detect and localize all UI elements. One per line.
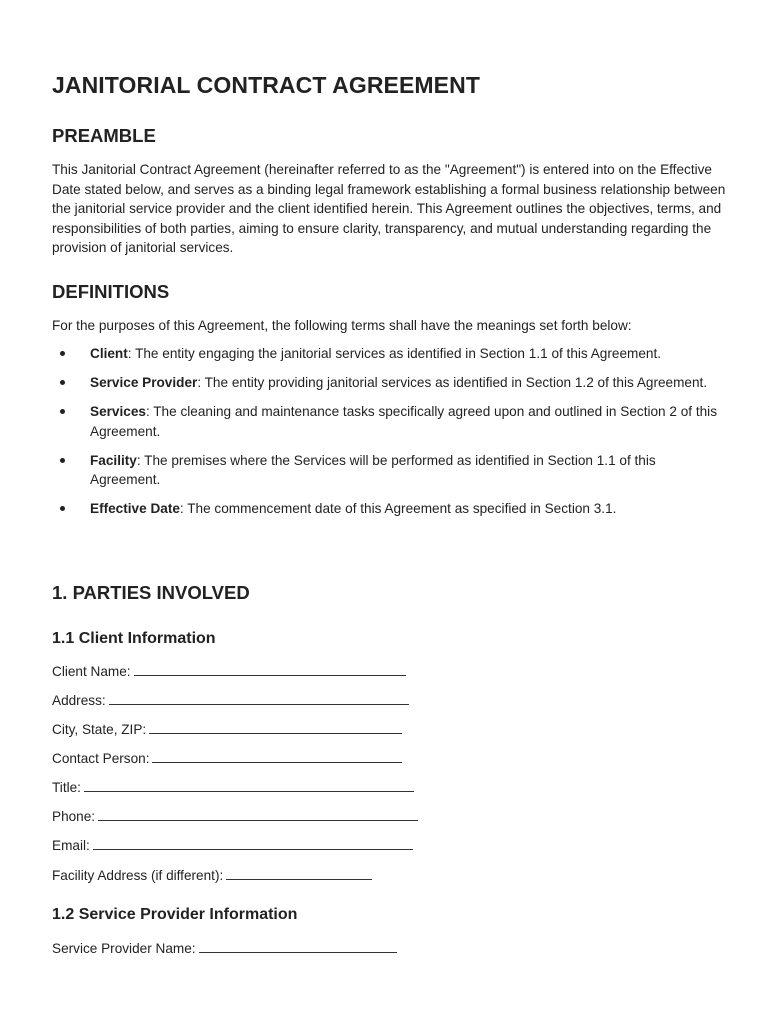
field-label: City, State, ZIP:: [52, 722, 147, 737]
definition-text: : The cleaning and maintenance tasks specifically agreed upon and outlined in Section 2 of this Agreement.: [90, 404, 717, 439]
definition-term: Client: [90, 346, 128, 361]
field-label: Email:: [52, 838, 90, 853]
definition-text: : The entity engaging the janitorial services as identified in Section 1.1 of this Agreement.: [127, 346, 662, 361]
email-field[interactable]: [52, 836, 413, 853]
phone-field[interactable]: [52, 807, 418, 824]
definition-text: : The entity providing janitorial services as identified in Section 1.2 of this Agreement.: [197, 375, 708, 390]
definition-term: Services: [90, 404, 146, 419]
parties-heading: 1. PARTIES INVOLVED: [52, 582, 250, 603]
bullet-icon: [60, 351, 65, 356]
field-label: Title:: [52, 780, 81, 795]
definition-text: : The commencement date of this Agreement as specified in Section 3.1.: [179, 501, 617, 516]
title-field[interactable]: [52, 778, 414, 795]
contact-person-field[interactable]: [52, 749, 402, 766]
provider-info-heading: 1.2 Service Provider Information: [52, 906, 298, 923]
document-title: JANITORIAL CONTRACT AGREEMENT: [52, 72, 480, 98]
definitions-heading: DEFINITIONS: [52, 281, 170, 302]
client-name-field[interactable]: [52, 662, 406, 679]
bullet-icon: [60, 458, 65, 463]
preamble-heading: PREAMBLE: [52, 125, 156, 146]
field-label: Client Name:: [52, 664, 131, 679]
contact-person-blank[interactable]: [152, 749, 402, 763]
definition-item-client: [52, 344, 724, 364]
client-name-blank[interactable]: [134, 662, 406, 676]
title-blank[interactable]: [84, 778, 414, 792]
field-label: Facility Address (if different):: [52, 868, 224, 883]
definition-item-services: [52, 402, 724, 441]
city-state-zip-field[interactable]: [52, 720, 402, 737]
definitions-list: [52, 344, 724, 528]
definition-item-facility: [52, 451, 724, 490]
definition-text: : The premises where the Services will be performed as identified in Section 1.1 of this Agreement.: [90, 452, 656, 487]
preamble-text: This Janitorial Contract Agreement (hereinafter referred to as the "Agreement") is entered into on the Effective Date stated below, and serves as a binding legal framework establishing a formal business relationship between the janitorial service provider and the client identified herein. This Agreement outlines the objectives, terms, and responsibilities of both parties, aiming to ensure clarity, transparency, and mutual understanding regarding the provision of janitorial services.: [52, 162, 726, 255]
field-label: Service Provider Name:: [52, 941, 196, 956]
bullet-icon: [60, 409, 65, 414]
field-label: Address:: [52, 693, 106, 708]
email-blank[interactable]: [93, 836, 413, 850]
address-blank[interactable]: [109, 691, 409, 705]
phone-blank[interactable]: [98, 807, 418, 821]
facility-address-blank[interactable]: [226, 866, 372, 880]
service-provider-name-blank[interactable]: [199, 939, 397, 953]
field-label: Phone:: [52, 809, 96, 824]
definition-term: Service Provider: [90, 375, 198, 390]
definitions-intro: For the purposes of this Agreement, the following terms shall have the meanings set forth below:: [52, 318, 632, 333]
bullet-icon: [60, 380, 65, 385]
bullet-icon: [60, 506, 65, 511]
facility-address-field[interactable]: [52, 866, 372, 883]
definition-item-effective-date: [52, 499, 724, 519]
city-state-zip-blank[interactable]: [149, 720, 402, 734]
definition-term: Effective Date: [90, 501, 180, 516]
address-field[interactable]: [52, 691, 409, 708]
field-label: Contact Person:: [52, 751, 150, 766]
definition-item-service-provider: [52, 373, 724, 393]
service-provider-name-field[interactable]: [52, 939, 397, 956]
client-info-heading: 1.1 Client Information: [52, 630, 216, 647]
definition-term: Facility: [90, 452, 137, 468]
